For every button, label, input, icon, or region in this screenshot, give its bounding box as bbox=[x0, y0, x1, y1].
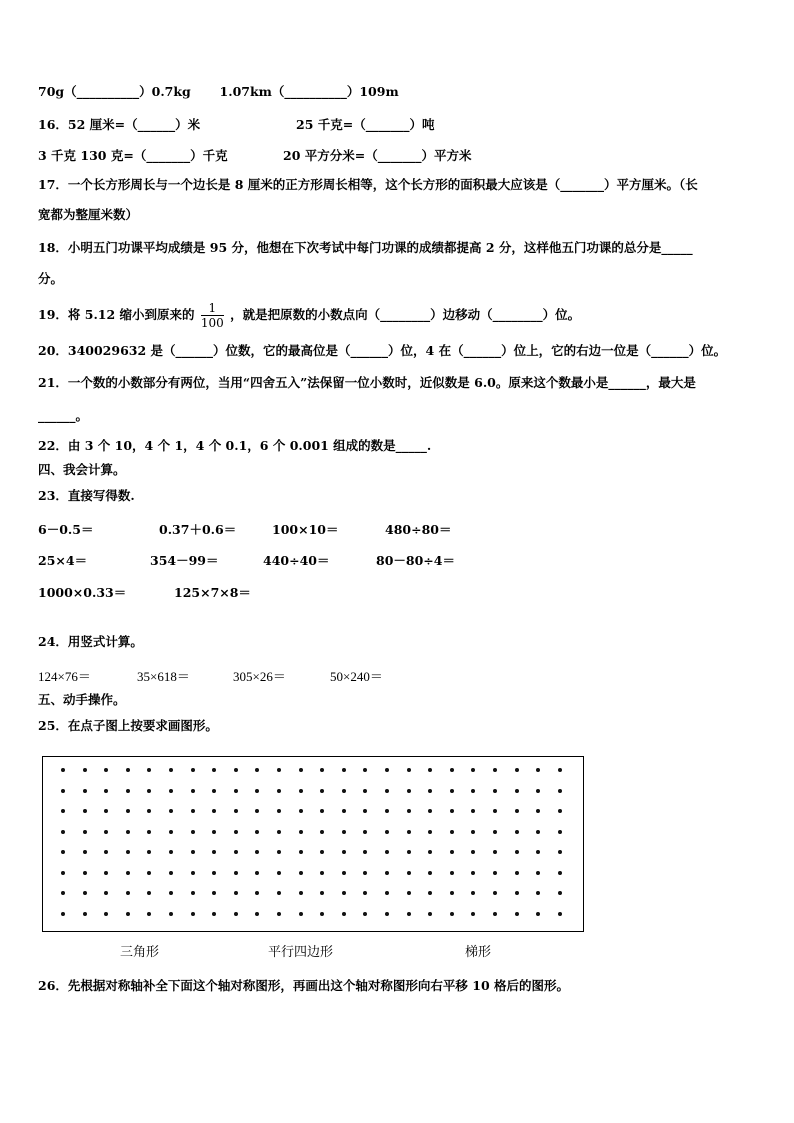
grid-dot bbox=[83, 912, 87, 916]
grid-dot bbox=[515, 871, 519, 875]
grid-dot bbox=[450, 768, 454, 772]
grid-dot bbox=[342, 871, 346, 875]
grid-dot bbox=[255, 850, 259, 854]
grid-dot bbox=[536, 891, 540, 895]
grid-dot bbox=[363, 912, 367, 916]
grid-dot bbox=[363, 850, 367, 854]
grid-dot bbox=[558, 830, 562, 834]
grid-dot bbox=[147, 850, 151, 854]
grid-dot bbox=[536, 809, 540, 813]
grid-dot bbox=[515, 912, 519, 916]
grid-dot bbox=[471, 830, 475, 834]
grid-dot bbox=[191, 871, 195, 875]
grid-dot bbox=[342, 830, 346, 834]
grid-dot bbox=[104, 830, 108, 834]
grid-dot bbox=[191, 789, 195, 793]
grid-dot bbox=[277, 830, 281, 834]
grid-dot bbox=[234, 850, 238, 854]
grid-dot bbox=[255, 912, 259, 916]
grid-dot bbox=[212, 830, 216, 834]
grid-dot bbox=[558, 871, 562, 875]
grid-dot bbox=[428, 809, 432, 813]
grid-dot bbox=[471, 768, 475, 772]
grid-dot bbox=[191, 830, 195, 834]
grid-dot bbox=[407, 830, 411, 834]
q16-item-a: 16．52 厘米=（______）米 bbox=[38, 117, 201, 132]
grid-dot bbox=[83, 850, 87, 854]
q18-line2: 分。 bbox=[38, 271, 64, 286]
grid-dot bbox=[450, 809, 454, 813]
label-trapezoid: 梯形 bbox=[465, 944, 492, 959]
q15-item-b: 1.07km（__________）109m bbox=[219, 84, 399, 99]
grid-dot bbox=[83, 871, 87, 875]
grid-dot bbox=[299, 850, 303, 854]
grid-dot bbox=[212, 850, 216, 854]
grid-dot bbox=[147, 891, 151, 895]
grid-dot bbox=[83, 830, 87, 834]
grid-dot bbox=[147, 912, 151, 916]
grid-dot bbox=[385, 891, 389, 895]
grid-dot bbox=[147, 809, 151, 813]
grid-dot bbox=[558, 768, 562, 772]
label-parallelogram: 平行四边形 bbox=[268, 944, 334, 959]
grid-dot bbox=[191, 912, 195, 916]
fraction-numerator: 1 bbox=[201, 301, 224, 316]
vertical-calc-3: 305×26＝ bbox=[233, 669, 286, 684]
grid-dot bbox=[407, 768, 411, 772]
fraction-denominator: 100 bbox=[200, 316, 224, 330]
calc-8: 80－80÷4＝ bbox=[376, 553, 455, 568]
q17-line2: 宽都为整厘米数） bbox=[38, 207, 139, 222]
grid-dot bbox=[515, 768, 519, 772]
grid-dot bbox=[320, 768, 324, 772]
grid-dot bbox=[255, 830, 259, 834]
grid-dot bbox=[363, 789, 367, 793]
grid-dot bbox=[169, 809, 173, 813]
grid-dot bbox=[234, 830, 238, 834]
grid-dot bbox=[450, 850, 454, 854]
grid-dot bbox=[342, 891, 346, 895]
grid-dot bbox=[61, 789, 65, 793]
grid-dot bbox=[104, 912, 108, 916]
grid-dot bbox=[450, 830, 454, 834]
grid-dot bbox=[191, 768, 195, 772]
section-4-heading: 四、我会计算。 bbox=[38, 462, 126, 477]
grid-dot bbox=[104, 891, 108, 895]
q22: 22．由 3 个 10，4 个 1，4 个 0.1，6 个 0.001 组成的数是_____. bbox=[38, 438, 432, 453]
grid-dot bbox=[558, 789, 562, 793]
grid-dot bbox=[212, 871, 216, 875]
grid-dot bbox=[471, 912, 475, 916]
grid-dot bbox=[515, 830, 519, 834]
grid-dot bbox=[471, 891, 475, 895]
grid-dot bbox=[212, 768, 216, 772]
vertical-calc-2: 35×618＝ bbox=[137, 669, 190, 684]
q19-prefix: 19．将 5.12 缩小到原来的 bbox=[38, 307, 195, 322]
grid-dot bbox=[299, 830, 303, 834]
grid-dot bbox=[126, 830, 130, 834]
grid-dot bbox=[515, 891, 519, 895]
grid-dot bbox=[169, 850, 173, 854]
grid-dot bbox=[320, 891, 324, 895]
grid-dot bbox=[61, 871, 65, 875]
q16-item-c: 3 千克 130 克=（_______）千克 bbox=[38, 148, 228, 163]
grid-dot bbox=[299, 789, 303, 793]
grid-dot bbox=[255, 871, 259, 875]
grid-dot bbox=[428, 768, 432, 772]
grid-dot bbox=[515, 850, 519, 854]
grid-dot bbox=[342, 789, 346, 793]
grid-dot bbox=[212, 809, 216, 813]
grid-dot bbox=[255, 768, 259, 772]
calc-7: 440÷40＝ bbox=[263, 553, 330, 568]
grid-dot bbox=[407, 912, 411, 916]
grid-dot bbox=[169, 768, 173, 772]
grid-dot bbox=[169, 789, 173, 793]
q23: 23．直接写得数. bbox=[38, 488, 135, 503]
grid-dot bbox=[277, 768, 281, 772]
grid-dot bbox=[212, 912, 216, 916]
q18-line1: 18．小明五门功课平均成绩是 95 分，他想在下次考试中每门功课的成绩都提高 2 分，这样他五门功课的总分是_____ bbox=[38, 240, 693, 255]
grid-dot bbox=[191, 809, 195, 813]
grid-dot bbox=[320, 789, 324, 793]
grid-dot bbox=[147, 789, 151, 793]
grid-dot bbox=[255, 809, 259, 813]
grid-dot bbox=[147, 830, 151, 834]
grid-dot bbox=[320, 871, 324, 875]
grid-dot bbox=[104, 789, 108, 793]
grid-dot bbox=[104, 871, 108, 875]
grid-dot bbox=[169, 912, 173, 916]
section-5-heading: 五、动手操作。 bbox=[38, 692, 126, 707]
grid-dot bbox=[428, 850, 432, 854]
grid-dot bbox=[493, 809, 497, 813]
grid-dot bbox=[385, 871, 389, 875]
label-triangle: 三角形 bbox=[120, 944, 160, 959]
grid-dot bbox=[255, 789, 259, 793]
grid-dot bbox=[104, 768, 108, 772]
grid-dot bbox=[126, 912, 130, 916]
q17-line1: 17．一个长方形周长与一个边长是 8 厘米的正方形周长相等，这个长方形的面积最大应该是（_______）平方厘米。（长 bbox=[38, 177, 698, 192]
grid-dot bbox=[126, 850, 130, 854]
vertical-calc-4: 50×240＝ bbox=[330, 669, 383, 684]
grid-dot bbox=[61, 809, 65, 813]
grid-dot bbox=[147, 768, 151, 772]
grid-dot bbox=[342, 850, 346, 854]
grid-dot bbox=[428, 912, 432, 916]
grid-dot bbox=[558, 891, 562, 895]
grid-dot bbox=[83, 789, 87, 793]
grid-dot bbox=[385, 789, 389, 793]
grid-dot bbox=[234, 912, 238, 916]
grid-dot bbox=[234, 809, 238, 813]
grid-dot bbox=[450, 912, 454, 916]
grid-dot bbox=[320, 850, 324, 854]
grid-dot bbox=[61, 912, 65, 916]
grid-dot bbox=[83, 768, 87, 772]
grid-dot bbox=[342, 768, 346, 772]
q15-row2 bbox=[38, 84, 399, 100]
calc-10: 125×7×8＝ bbox=[174, 585, 251, 600]
calc-3: 100×10＝ bbox=[272, 522, 339, 537]
grid-dot bbox=[385, 809, 389, 813]
q25: 25．在点子图上按要求画图形。 bbox=[38, 718, 218, 733]
grid-dot bbox=[277, 850, 281, 854]
grid-dot bbox=[277, 809, 281, 813]
grid-dot bbox=[450, 789, 454, 793]
grid-dot bbox=[558, 912, 562, 916]
grid-dot bbox=[169, 871, 173, 875]
grid-dot bbox=[342, 912, 346, 916]
q26: 26．先根据对称轴补全下面这个轴对称图形，再画出这个轴对称图形向右平移 10 格后的图形。 bbox=[38, 978, 569, 993]
grid-dot bbox=[126, 789, 130, 793]
grid-dot bbox=[126, 871, 130, 875]
grid-dot bbox=[493, 891, 497, 895]
grid-dot bbox=[104, 850, 108, 854]
grid-dot bbox=[363, 768, 367, 772]
vertical-calc-1: 124×76＝ bbox=[38, 669, 91, 684]
grid-dot bbox=[536, 850, 540, 854]
grid-dot bbox=[299, 768, 303, 772]
calc-5: 25×4＝ bbox=[38, 553, 88, 568]
grid-dot bbox=[428, 830, 432, 834]
grid-dot bbox=[83, 891, 87, 895]
grid-dot bbox=[169, 830, 173, 834]
grid-dot bbox=[558, 850, 562, 854]
grid-dot bbox=[536, 912, 540, 916]
q19-suffix: ，就是把原数的小数点向（________）边移动（________）位。 bbox=[230, 307, 581, 322]
grid-dot bbox=[363, 871, 367, 875]
grid-dot bbox=[471, 871, 475, 875]
calc-4: 480÷80＝ bbox=[385, 522, 452, 537]
grid-dot bbox=[363, 891, 367, 895]
grid-dot bbox=[385, 912, 389, 916]
calc-6: 354－99＝ bbox=[150, 553, 219, 568]
grid-dot bbox=[191, 891, 195, 895]
grid-dot bbox=[471, 789, 475, 793]
grid-dot bbox=[277, 871, 281, 875]
q21-line1: 21．一个数的小数部分有两位，当用“四舍五入”法保留一位小数时，近似数是 6.0。原来这个数最小是______，最大是 bbox=[38, 375, 696, 390]
grid-dot bbox=[191, 850, 195, 854]
grid-dot bbox=[299, 891, 303, 895]
q21-line2: ______。 bbox=[38, 408, 89, 423]
grid-dot bbox=[493, 768, 497, 772]
grid-dot bbox=[277, 912, 281, 916]
grid-dot bbox=[493, 789, 497, 793]
grid-dot bbox=[385, 830, 389, 834]
grid-dot bbox=[363, 809, 367, 813]
grid-dot bbox=[234, 891, 238, 895]
grid-dot bbox=[277, 789, 281, 793]
grid-dot bbox=[536, 789, 540, 793]
grid-dot bbox=[558, 809, 562, 813]
grid-dot bbox=[234, 871, 238, 875]
grid-dot bbox=[126, 809, 130, 813]
grid-dot bbox=[320, 809, 324, 813]
grid-dot bbox=[342, 809, 346, 813]
grid-dot bbox=[493, 912, 497, 916]
grid-dot bbox=[61, 891, 65, 895]
grid-dot bbox=[320, 912, 324, 916]
grid-dot bbox=[407, 891, 411, 895]
grid-dot bbox=[320, 830, 324, 834]
grid-dot bbox=[169, 891, 173, 895]
calc-9: 1000×0.33＝ bbox=[38, 585, 127, 600]
grid-dot bbox=[212, 891, 216, 895]
calc-1: 6－0.5＝ bbox=[38, 522, 94, 537]
grid-dot bbox=[407, 871, 411, 875]
grid-dot bbox=[450, 891, 454, 895]
grid-dot bbox=[515, 789, 519, 793]
grid-dot bbox=[234, 789, 238, 793]
q20: 20．340029632 是（______）位数，它的最高位是（______）位，4 在（______）位上，它的右边一位是（______）位。 bbox=[38, 343, 727, 358]
grid-dot bbox=[493, 871, 497, 875]
grid-dot bbox=[536, 768, 540, 772]
grid-dot bbox=[428, 891, 432, 895]
grid-dot bbox=[61, 850, 65, 854]
grid-dot bbox=[407, 809, 411, 813]
grid-dot bbox=[493, 850, 497, 854]
grid-dot bbox=[299, 809, 303, 813]
grid-dot bbox=[212, 789, 216, 793]
dot-grid[interactable] bbox=[42, 756, 584, 932]
grid-dot bbox=[407, 850, 411, 854]
grid-dot bbox=[277, 891, 281, 895]
q15-item-a: 70g（__________）0.7kg bbox=[38, 84, 191, 99]
grid-dot bbox=[299, 912, 303, 916]
grid-dot bbox=[255, 891, 259, 895]
q16-item-d: 20 平方分米=（_______）平方米 bbox=[283, 148, 472, 163]
grid-dot bbox=[299, 871, 303, 875]
grid-dot bbox=[126, 891, 130, 895]
grid-dot bbox=[104, 809, 108, 813]
grid-dot bbox=[471, 850, 475, 854]
grid-dot bbox=[83, 809, 87, 813]
grid-dot bbox=[126, 768, 130, 772]
grid-dot bbox=[385, 850, 389, 854]
grid-dot bbox=[61, 768, 65, 772]
grid-dot bbox=[450, 871, 454, 875]
grid-dot bbox=[471, 809, 475, 813]
grid-dot bbox=[428, 871, 432, 875]
grid-dot bbox=[536, 871, 540, 875]
grid-dot bbox=[493, 830, 497, 834]
grid-dot bbox=[536, 830, 540, 834]
grid-dot bbox=[61, 830, 65, 834]
q16-item-b: 25 千克=（_______）吨 bbox=[296, 117, 435, 132]
grid-dot bbox=[515, 809, 519, 813]
grid-dot bbox=[428, 789, 432, 793]
fraction bbox=[201, 301, 224, 330]
grid-dot bbox=[363, 830, 367, 834]
q19 bbox=[38, 298, 580, 332]
grid-dot bbox=[385, 768, 389, 772]
grid-dot bbox=[234, 768, 238, 772]
grid-dot bbox=[147, 871, 151, 875]
calc-2: 0.37＋0.6＝ bbox=[159, 522, 237, 537]
grid-dot bbox=[407, 789, 411, 793]
q24: 24．用竖式计算。 bbox=[38, 634, 143, 649]
